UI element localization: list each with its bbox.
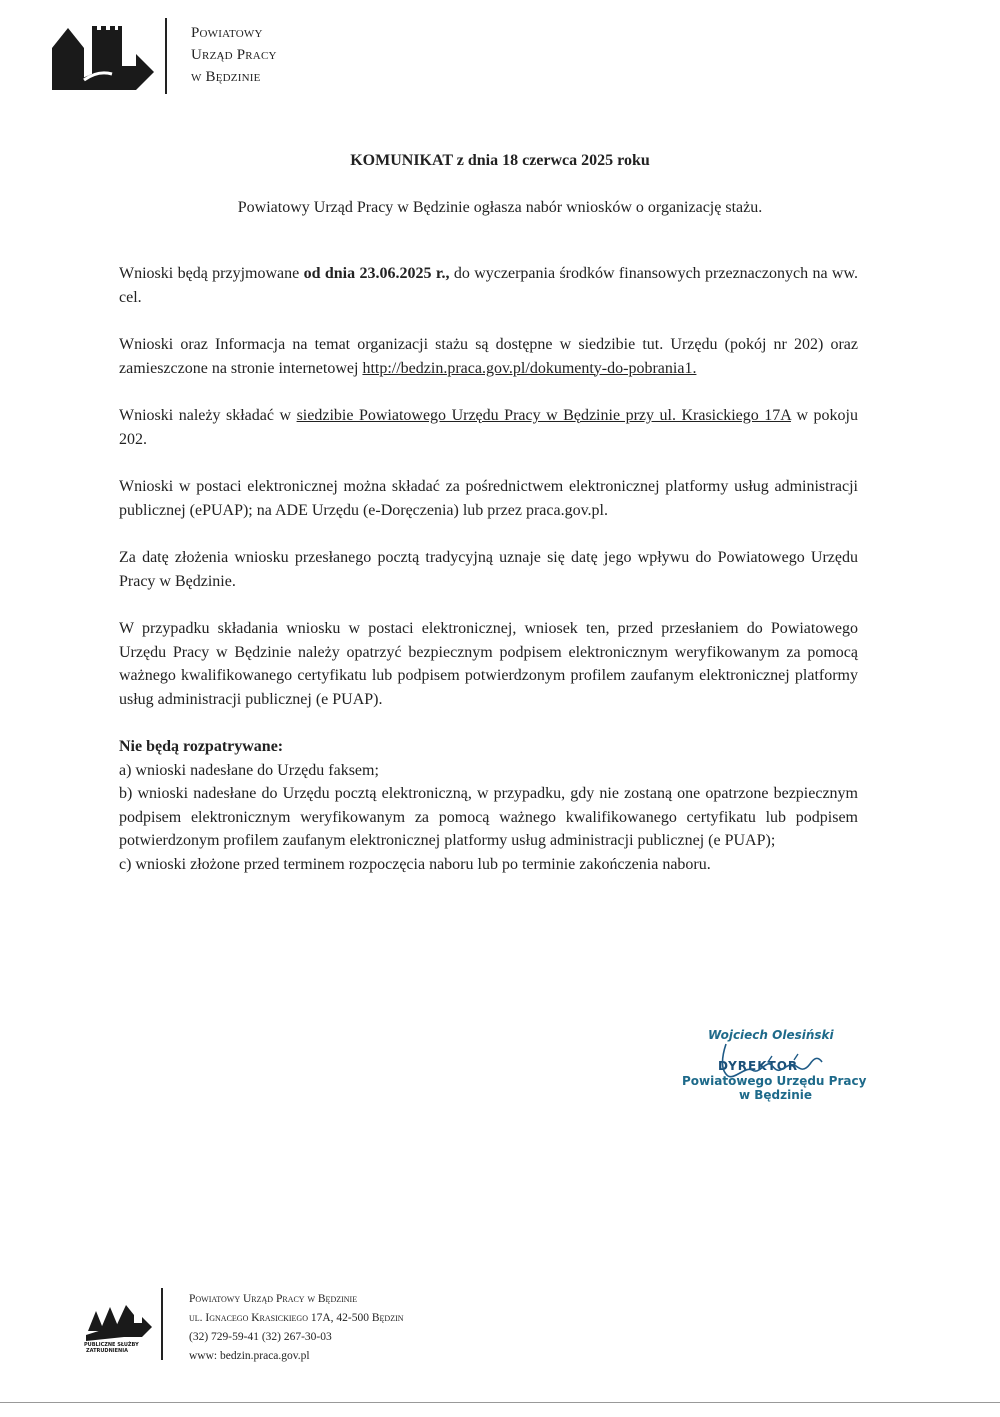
exclusion-item-a: a) wnioski nadesłane do Urzędu faksem; bbox=[119, 761, 379, 779]
exclusion-item-b: b) wnioski nadesłane do Urzędu pocztą elektroniczną, w przypadku, gdy nie zostaną one opatrzone bezpiecznym podpisem elektronicznym weryfikowanym za pomocą ważnego kwalifikowanego certyfikatu lub podpisem potwierdzonym profilem zaufanym elektronicznej platformy usług administracji publicznej (e PUAP); bbox=[119, 785, 858, 849]
exclusions-heading: Nie będą rozpatrywane: bbox=[119, 738, 284, 755]
paragraph-location-room: w pokoju 202. bbox=[119, 407, 858, 448]
footer-phone: (32) 729-59-41 (32) 267-30-03 bbox=[189, 1331, 332, 1343]
paragraph-signature-requirements: W przypadku składania wniosku w postaci elektronicznej, wniosek ten, przed przesłaniem do Powiatowego Urzędu Pracy w Będzinie należy opatrzyć bezpiecznym podpisem elektronicznym weryfikowanym za pomocą ważnego kwalifikowanego certyfikatu lub podpisem potwierdzonym profilem zaufanym elektronicznej platformy usług administracji publicznej (e PUAP). bbox=[119, 620, 858, 708]
document-subtitle: Powiatowy Urząd Pracy w Będzinie ogłasza nabór wniosków o organizację stażu. bbox=[237, 199, 763, 216]
paragraph-dates-text-a: Wnioski będą przyjmowane bbox=[119, 265, 304, 282]
footer-divider bbox=[161, 1288, 163, 1360]
paragraph-dates bbox=[119, 262, 858, 309]
footer-logo-caption-1: PUBLICZNE SŁUŻBY bbox=[84, 1342, 139, 1348]
footer-address: ul. Ignacego Krasickiego 17A, 42-500 Będzin bbox=[189, 1312, 404, 1324]
public-employment-services-logo-icon bbox=[82, 1301, 154, 1353]
exclusion-item-c: c) wnioski złożone przed terminem rozpoczęcia naboru lub po terminie zakończenia naboru. bbox=[119, 855, 711, 873]
paragraph-dates-start-date: od dnia 23.06.2025 r., bbox=[303, 265, 450, 282]
footer-contact bbox=[189, 1290, 404, 1366]
signature-stamp bbox=[682, 1026, 882, 1116]
handwritten-signature-icon bbox=[712, 1036, 842, 1086]
signatory-name: Wojciech Olesiński bbox=[708, 1028, 834, 1042]
paragraph-availability-text: Wnioski oraz Informacja na temat organizacji stażu są dostępne w siedzibie tut. Urzędu (pokój nr 202) oraz zamieszczone na stronie internetowej bbox=[119, 336, 858, 377]
paragraph-availability bbox=[119, 333, 858, 380]
paragraph-postal: Za datę złożenia wniosku przesłanego pocztą tradycyjną uznaje się datę jego wpływu do Powiatowego Urzędu Pracy w Będzinie. bbox=[119, 549, 858, 590]
signatory-office: Powiatowego Urzędu Pracy bbox=[682, 1074, 867, 1088]
signatory-role: DYREKTOR bbox=[718, 1059, 799, 1073]
document-body bbox=[119, 262, 858, 876]
office-address-link[interactable]: siedzibie Powiatowego Urzędu Pracy w Będzinie przy ul. Krasickiego 17A bbox=[296, 407, 791, 424]
paragraph-dates-text-c: do wyczerpania środków finansowych przeznaczonych na ww. cel. bbox=[119, 265, 858, 306]
page-bottom-rule bbox=[0, 1402, 1000, 1403]
header-org-line3: w Będzinie bbox=[191, 69, 261, 85]
footer-org-name: Powiatowy Urząd Pracy w Będzinie bbox=[189, 1293, 358, 1305]
paragraph-location bbox=[119, 404, 858, 451]
header-org-name bbox=[191, 22, 277, 88]
footer-logo-caption-2: ZATRUDNIENIA bbox=[86, 1348, 128, 1353]
header-org-line1: Powiatowy bbox=[191, 25, 263, 41]
pup-logo-icon bbox=[50, 22, 156, 92]
footer-website[interactable]: www: bedzin.praca.gov.pl bbox=[189, 1350, 310, 1362]
header-divider bbox=[165, 18, 167, 94]
document-title: KOMUNIKAT z dnia 18 czerwca 2025 roku bbox=[350, 152, 650, 169]
documents-link[interactable]: http://bedzin.praca.gov.pl/dokumenty-do-pobrania1. bbox=[362, 359, 697, 377]
signatory-city: w Będzinie bbox=[739, 1088, 813, 1102]
exclusions-list bbox=[119, 735, 858, 876]
header-org-line2: Urząd Pracy bbox=[191, 47, 277, 63]
paragraph-location-text: Wnioski należy składać w bbox=[119, 407, 297, 424]
paragraph-electronic: Wnioski w postaci elektronicznej można składać za pośrednictwem elektronicznej platformy usług administracji publicznej (ePUAP); na ADE Urzędu (e-Doręczenia) lub przez praca.gov.pl. bbox=[119, 478, 858, 519]
